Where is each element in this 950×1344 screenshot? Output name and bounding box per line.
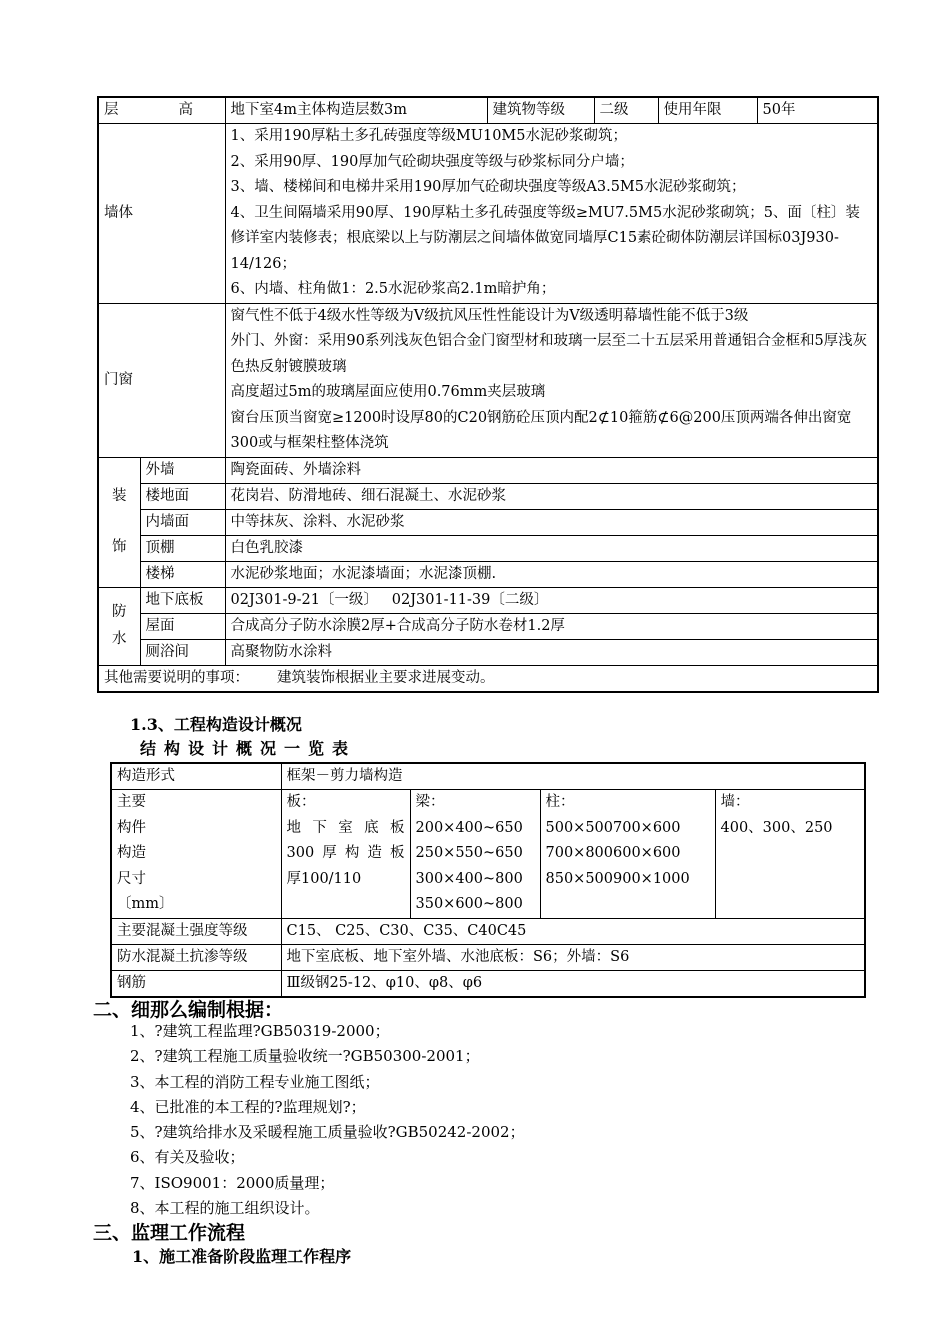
- waterproof-item: 厕浴间: [140, 639, 225, 665]
- wall-content: 1、采用190厚粘土多孔砖强度等级MU10M5水泥砂浆砌筑； 2、采用90厚、190厚加气砼砌块强度等级与砂浆标同分户墙； 3、墙、楼梯间和电梯井采用190厚加气砼砌块强度等级A3.5M5水泥砂浆砌筑； 4、卫生间隔墙采用90厚、190厚粘土多孔砖强度等级≥MU7.5M5水泥砂浆砌筑；5、面〔柱〕装修详室内装修表；根底梁以上与防潮层之间墙体做宽同墙厚C15素砼砌体防潮层详国标03J930-14/126； 6、内墙、柱角做1：2.5水泥砂浆高2.1m暗护角；: [225, 124, 878, 304]
- table-row: [98, 303, 878, 457]
- table-row: [98, 535, 878, 561]
- table-row: [111, 944, 865, 970]
- building-overview-table: [97, 96, 879, 693]
- table-row: [111, 790, 865, 919]
- beam-cell: 梁： 200×400~650 250×550~650 300×400~800 350×600~800: [410, 790, 540, 919]
- structure-form-value: 框架－剪力墙构造: [281, 763, 865, 790]
- decoration-value: 中等抹灰、涂料、水泥砂浆: [225, 509, 878, 535]
- rebar-value: Ⅲ级钢25-12、φ10、φ8、φ6: [281, 970, 865, 997]
- section-3-title: 三、监理工作流程: [93, 1222, 246, 1244]
- waterproof-label: 防 水: [98, 587, 140, 665]
- waterproof-item: 屋面: [140, 613, 225, 639]
- decoration-item: 楼地面: [140, 483, 225, 509]
- list-item: 5、?建筑给排水及采暖程施工质量验收?GB50242-2002；: [130, 1123, 525, 1142]
- structure-design-table: [110, 762, 866, 998]
- wall-label: 墙体: [98, 124, 225, 304]
- concrete-grade-label: 主要混凝土强度等级: [111, 918, 281, 944]
- section-2-title: 二、细那么编制根据：: [93, 999, 284, 1021]
- list-item: 3、本工程的消防工程专业施工图纸；: [130, 1072, 380, 1091]
- decoration-value: 花岗岩、防滑地砖、细石混凝土、水泥砂浆: [225, 483, 878, 509]
- table-row: [111, 970, 865, 997]
- structure-summary-title: 结构设计概况一览表: [140, 739, 357, 758]
- table-row: [111, 763, 865, 790]
- structure-form-label: 构造形式: [111, 763, 281, 790]
- list-item: 6、有关及验收；: [130, 1148, 245, 1167]
- window-label: 门窗: [98, 303, 225, 457]
- floor-height-label: 层 高: [98, 97, 225, 124]
- table-row: [98, 587, 878, 613]
- service-life-value: 50年: [757, 97, 878, 124]
- list-item: 7、ISO9001：2000质量理；: [130, 1173, 335, 1192]
- column-cell: 柱： 500×500700×600 700×800600×600 850×500900×1000: [540, 790, 715, 919]
- list-item: 8、本工程的施工组织设计。: [130, 1199, 320, 1218]
- table-row: [98, 457, 878, 483]
- concrete-grade-value: C15、 C25、C30、C35、C40C45: [281, 918, 865, 944]
- seepage-grade-label: 防水混凝土抗渗等级: [111, 944, 281, 970]
- table-row: [98, 613, 878, 639]
- table-row: [98, 665, 878, 692]
- slab-cell: 板： 地下室底板 300厚构造板 厚100/110: [281, 790, 410, 919]
- window-content: 窗气性不低于4级水性等级为Ⅴ级抗风压性性能设计为Ⅴ级透明幕墙性能不低于3级 外门、外窗：采用90系列浅灰色铝合金门窗型材和玻璃一层至二十五层采用普通铝合金框和5厚浅灰色热反射镀膜玻璃 高度超过5m的玻璃屋面应使用0.76mm夹层玻璃 窗台压顶当窗宽≥1200时设厚80的C20钢筋砼压顶内配2⊄10箍筋⊄6@200压顶两端各伸出窗宽300或与框架柱整体浇筑: [225, 303, 878, 457]
- list-item: 2、?建筑工程施工质量验收统一?GB50300-2001；: [130, 1047, 480, 1066]
- section-1-3-title: 1.3、工程构造设计概况: [130, 715, 302, 734]
- table-row: [98, 124, 878, 304]
- decoration-item: 顶棚: [140, 535, 225, 561]
- table-row: [98, 509, 878, 535]
- floor-height-value: 地下室4m主体构造层数3m: [225, 97, 487, 124]
- waterproof-item: 地下底板: [140, 587, 225, 613]
- decoration-label: 装 饰: [98, 457, 140, 587]
- wall-size-cell: 墙： 400、300、250: [715, 790, 865, 919]
- table-row: [111, 918, 865, 944]
- basis-list: [130, 1019, 525, 1221]
- waterproof-value: 高聚物防水涂料: [225, 639, 878, 665]
- section-3-subtitle: 1、施工准备阶段监理工作程序: [132, 1247, 352, 1266]
- other-notes: 其他需要说明的事项： 建筑装饰根据业主要求进展变动。: [98, 665, 878, 692]
- building-grade-label: 建筑物等级: [487, 97, 594, 124]
- list-item: 1、?建筑工程监理?GB50319-2000；: [130, 1022, 390, 1040]
- table-row: [98, 561, 878, 587]
- decoration-value: 水泥砂浆地面；水泥漆墙面；水泥漆顶棚.: [225, 561, 878, 587]
- waterproof-value: 02J301-9-21〔一级〕 02J301-11-39〔二级〕: [225, 587, 878, 613]
- decoration-item: 楼梯: [140, 561, 225, 587]
- service-life-label: 使用年限: [658, 97, 757, 124]
- main-member-label: 主要 构件 构造 尺寸 〔mm〕: [111, 790, 281, 919]
- table-row: [98, 639, 878, 665]
- decoration-value: 陶瓷面砖、外墙涂料: [225, 457, 878, 483]
- decoration-item: 外墙: [140, 457, 225, 483]
- rebar-label: 钢筋: [111, 970, 281, 997]
- table-row: [98, 483, 878, 509]
- seepage-grade-value: 地下室底板、地下室外墙、水池底板：S6；外墙：S6: [281, 944, 865, 970]
- list-item: 4、已批准的本工程的?监理规划?；: [130, 1097, 366, 1116]
- decoration-item: 内墙面: [140, 509, 225, 535]
- decoration-value: 白色乳胶漆: [225, 535, 878, 561]
- waterproof-value: 合成高分子防水涂膜2厚+合成高分子防水卷材1.2厚: [225, 613, 878, 639]
- table-row: [98, 97, 878, 124]
- building-grade-value: 二级: [594, 97, 658, 124]
